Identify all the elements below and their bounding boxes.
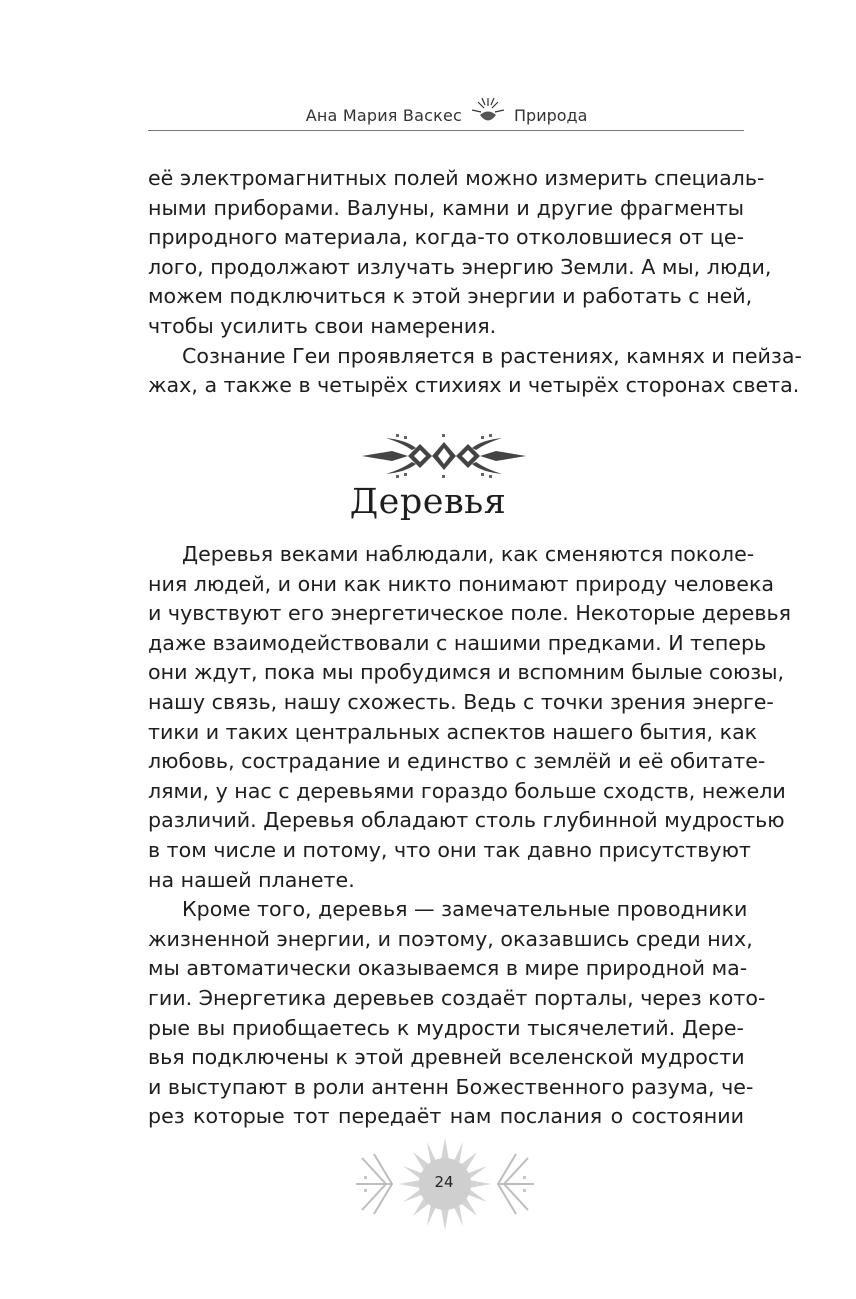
text-line: Сознание Геи проявляется в растениях, камнях и пейза- [182,343,802,368]
text-line: гии. Энергетика деревьев создаёт порталы, через кото- [148,985,766,1010]
text-line: они ждут, пока мы пробудимся и вспомним былые союзы, [148,660,785,685]
text-line: рые вы приобщаетесь к мудрости тысячелетий. Дере- [148,1015,744,1040]
page-number: 24 [434,1173,454,1191]
text-line: различий. Деревья обладают столь глубинной мудростью [148,808,785,833]
header-title: Природа [514,106,588,125]
running-header [0,96,856,136]
text-line: можем подключиться к этой энергии и работать с ней, [148,284,753,309]
text-line: мы автоматически оказываемся в мире природной ма- [148,956,748,981]
section-heading: Деревья [349,482,507,522]
text-line: ными приборами. Валуны, камни и другие фрагменты [148,195,744,220]
text-line: рез которые тот передаёт нам послания о состоянии [148,1104,744,1129]
text-line: на нашей планете. [148,867,355,892]
text-line: жах, а также в четырёх стихиях и четырёх сторонах света. [148,373,800,398]
text-line: лого, продолжают излучать энергию Земли. А мы, люди, [148,254,772,279]
header-author: Ана Мария Васкес [305,106,462,125]
header-rule [148,130,744,131]
text-line: и чувствуют его энергетическое поле. Некоторые деревья [148,601,792,626]
text-line: её электромагнитных полей можно измерить специаль- [148,166,765,190]
sun-emblem-icon [469,96,507,126]
text-line: и выступают в роли антенн Божественного разума, че- [148,1074,754,1099]
text-line: Кроме того, деревья — замечательные проводники [182,897,748,922]
text-line: лями, у нас с деревьями гораздо больше сходств, нежели [148,778,786,803]
text-block-top [148,164,802,401]
text-line: любовь, сострадание и единство с землёй и её обитате- [148,749,766,774]
text-line: тики и таких центральных аспектов нашего бытия, как [148,719,758,744]
text-line: вья подключены к этой древней вселенской мудрости [148,1045,745,1070]
text-line: жизненной энергии, и поэтому, оказавшись среди них, [148,926,753,951]
text-line: нашу связь, нашу схожесть. Ведь с точки зрения энерге- [148,689,774,714]
text-line: Деревья веками наблюдали, как сменяются поколе- [182,542,755,566]
text-line: ния людей, и они как никто понимают природу человека [148,571,775,596]
ornament-icon [356,430,532,482]
text-line: чтобы усилить свои намерения. [148,313,497,338]
text-line: даже взаимодействовали с нашими предками. И теперь [148,630,767,655]
text-line: природного материала, когда-то отколовшиеся от це- [148,225,744,250]
text-block-section [148,540,792,1132]
text-line: в том числе и потому, что они так давно присутствуют [148,837,751,862]
